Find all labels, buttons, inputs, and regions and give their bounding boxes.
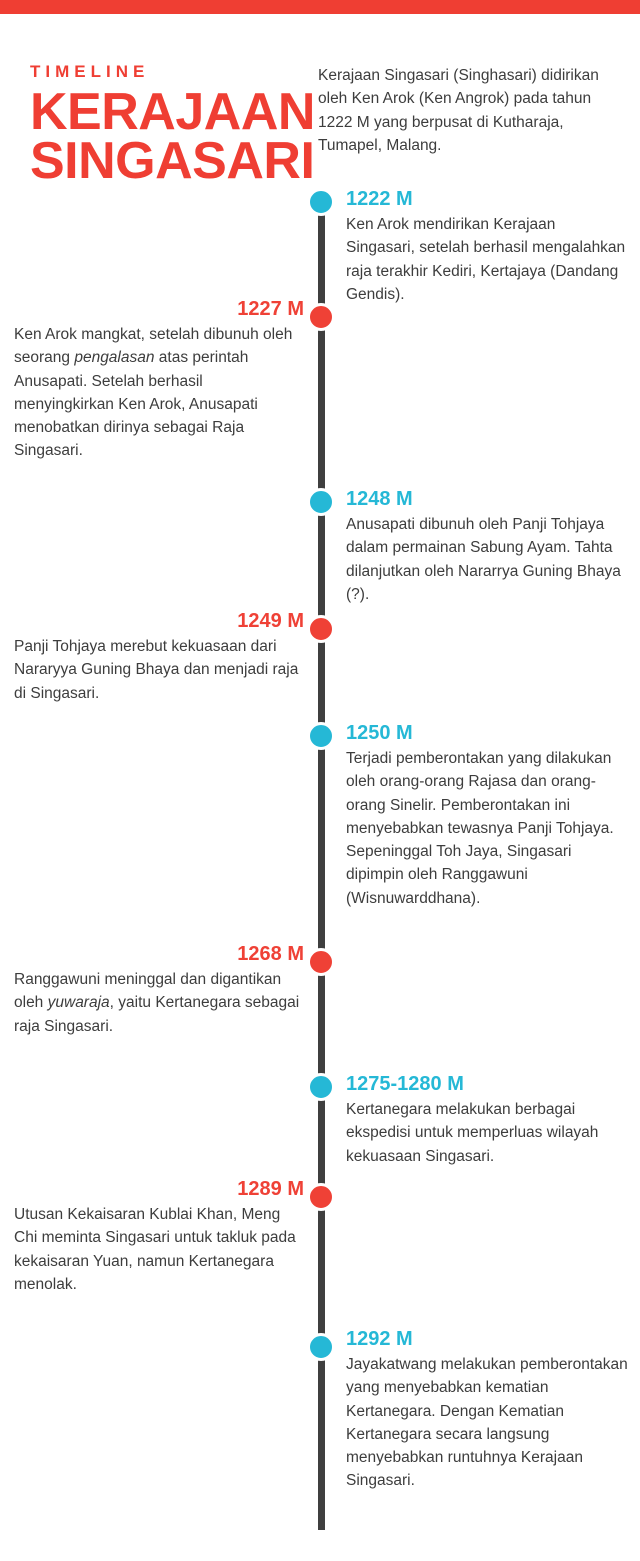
event-description: Jayakatwang melakukan pemberontakan yang menyebabkan kematian Kertanegara. Dengan Kematian Kertanegara secara langsung menyebabkan runtuhnya Kerajaan Singasari. [346, 1356, 628, 1490]
event-description: Utusan Kekaisaran Kublai Khan, Meng Chi meminta Singasari untuk takluk pada kekaisaran Yuan, namun Kertanegara menolak. [14, 1206, 296, 1293]
timeline-dot [307, 1333, 335, 1361]
event-text-emphasis: yuwaraja [47, 994, 110, 1012]
event-description: Ken Arok mendirikan Kerajaan Singasari, setelah berhasil mengalahkan raja terakhir Kediri, Kertajaya (Dandang Gendis). [346, 216, 626, 303]
event-text-post: atas perintah Anusapati. Setelah berhasil menyingkirkan Ken Arok, Anusapati menobatkan dirinya sebagai Raja Singasari. [14, 349, 258, 460]
event-description: Anusapati dibunuh oleh Panji Tohjaya dalam permainan Sabung Ayam. Tahta dilanjutkan oleh Nararrya Guning Bhaya (?). [346, 516, 621, 603]
event-text-pre: Ranggawuni meninggal dan digantikan oleh [14, 971, 282, 1012]
title-line-1: KERAJAAN [30, 83, 315, 141]
timeline-event [346, 722, 628, 910]
timeline-dot [307, 615, 335, 643]
timeline-dot [307, 303, 335, 331]
event-text-pre: Ken Arok mangkat, setelah dibunuh oleh seorang [14, 326, 293, 367]
event-description: Panji Tohjaya merebut kekuasaan dari Nararyya Guning Bhaya dan menjadi raja di Singasari. [14, 638, 299, 702]
title-main [30, 83, 315, 190]
timeline-event [14, 1178, 304, 1296]
event-year: 1268 M [237, 943, 304, 965]
intro-paragraph: Kerajaan Singasari (Singhasari) didirikan oleh Ken Arok (Ken Angrok) pada tahun 1222 M yang berpusat di Kutharaja, Tumapel, Malang. [318, 67, 599, 154]
timeline-event [14, 610, 304, 705]
timeline-spine [318, 195, 325, 1530]
timeline-event [346, 1328, 628, 1493]
timeline-event [346, 1073, 628, 1168]
event-description [14, 323, 304, 463]
timeline-dot [307, 948, 335, 976]
timeline-event [14, 943, 304, 1038]
page-title [30, 62, 315, 190]
event-year: 1250 M [346, 722, 413, 744]
timeline-dot [307, 1183, 335, 1211]
timeline-dot [307, 722, 335, 750]
event-year: 1248 M [346, 488, 413, 510]
event-year: 1249 M [237, 610, 304, 632]
event-year: 1275-1280 M [346, 1073, 464, 1095]
timeline-event [346, 188, 628, 306]
event-year: 1289 M [237, 1178, 304, 1200]
title-line-2: SINGASARI [30, 131, 315, 190]
timeline-event [14, 298, 304, 463]
event-description: Terjadi pemberontakan yang dilakukan oleh orang-orang Rajasa dan orang-orang Sinelir. Pemberontakan ini menyebabkan tewasnya Panji Tohjaya. Sepeninggal Toh Jaya, Singasari dipimpin oleh Ranggawuni (Wisnuwarddhana). [346, 750, 614, 907]
event-text-emphasis: pengalasan [74, 349, 155, 367]
event-description: Kertanegara melakukan berbagai ekspedisi untuk memperluas wilayah kekuasaan Singasari. [346, 1101, 599, 1165]
event-year: 1222 M [346, 188, 413, 210]
event-description [14, 968, 304, 1038]
title-kicker: TIMELINE [30, 62, 150, 81]
timeline-event [346, 488, 628, 606]
timeline-dot [307, 1073, 335, 1101]
event-text-post: , yaitu Kertanegara sebagai raja Singasari. [14, 994, 300, 1035]
timeline-dot [307, 488, 335, 516]
top-accent-bar [0, 0, 640, 14]
event-year: 1292 M [346, 1328, 413, 1350]
timeline-dot [307, 188, 335, 216]
event-year: 1227 M [237, 298, 304, 320]
